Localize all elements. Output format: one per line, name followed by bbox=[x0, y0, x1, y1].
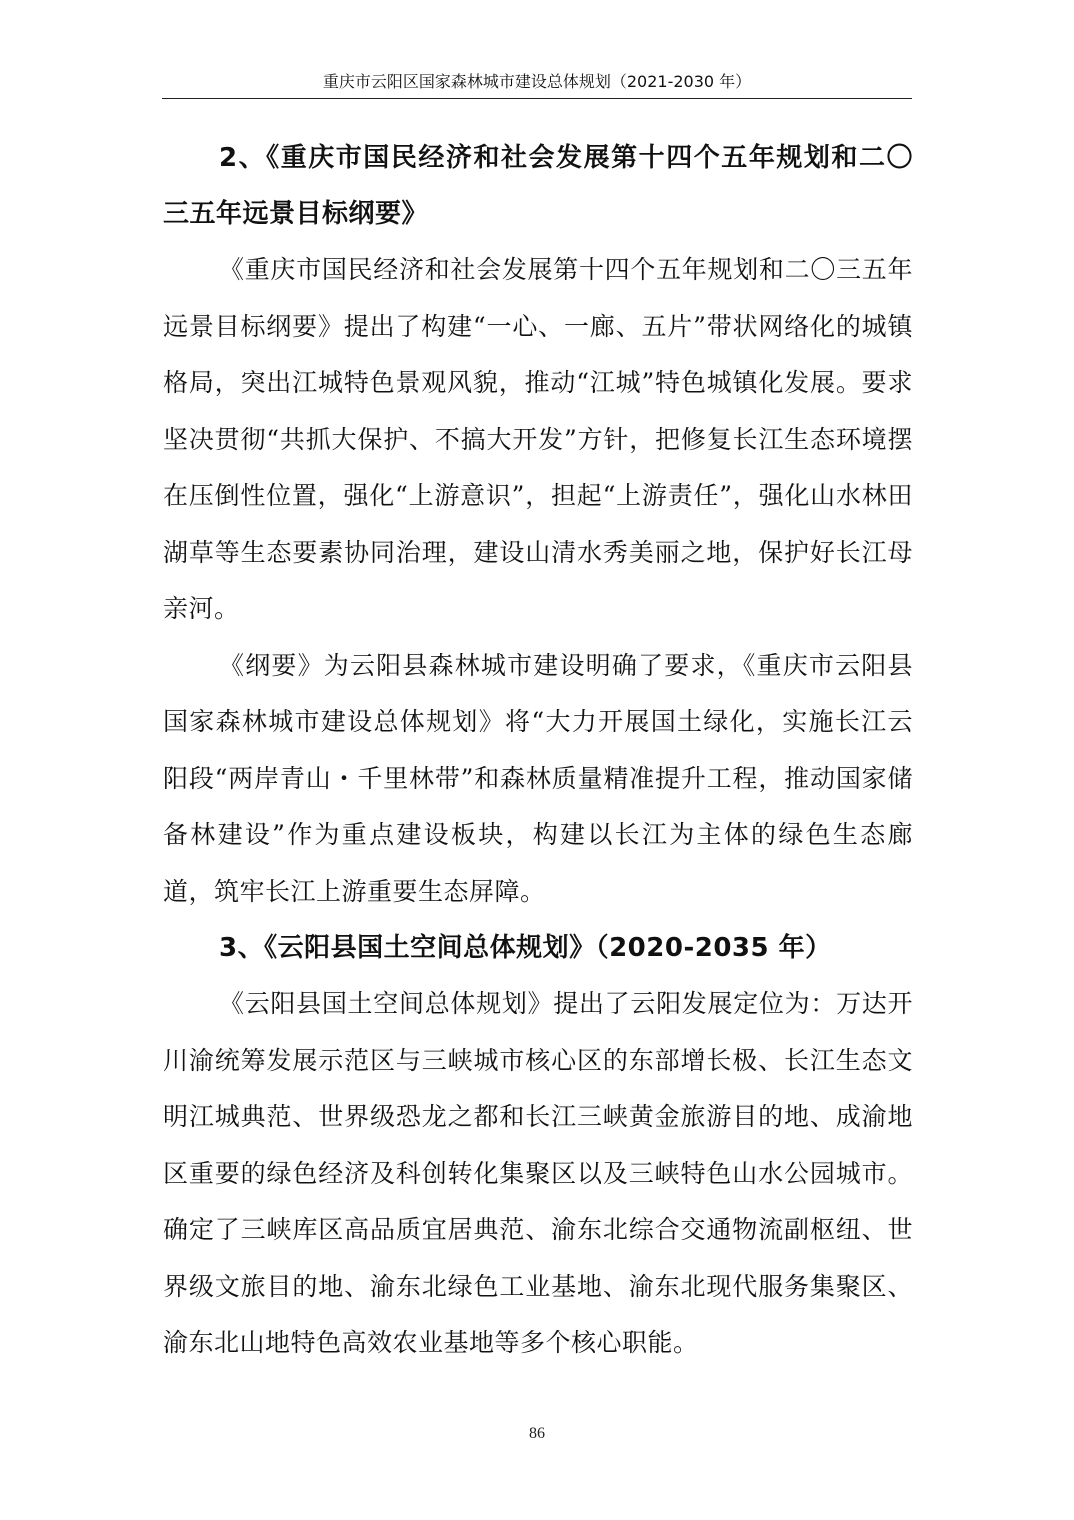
paragraph: 《纲要》为云阳县森林城市建设明确了要求，《重庆市云阳县国家森林城市建设总体规划》将“大力开展国土绿化，实施长江云阳段“两岸青山・千里林带”和森林质量精准提升工程，推动国家储备林建设”作为重点建设板块，构建以长江为主体的绿色生态廊道，筑牢长江上游重要生态屏障。 bbox=[163, 650, 913, 906]
page-number: 86 bbox=[529, 1425, 545, 1442]
running-header: 重庆市云阳区国家森林城市建设总体规划（2021-2030 年） bbox=[322, 72, 752, 91]
page-body bbox=[163, 130, 913, 1372]
paragraph: 《重庆市国民经济和社会发展第十四个五年规划和二〇三五年远景目标纲要》提出了构建“一心、一廊、五片”带状网络化的城镇格局，突出江城特色景观风貌，推动“江城”特色城镇化发展。要求坚决贯彻“共抓大保护、不搞大开发”方针，把修复长江生态环境摆在压倒性位置，强化“上游意识”，担起“上游责任”，强化山水林田湖草等生态要素协同治理，建设山清水秀美丽之地，保护好长江母亲河。 bbox=[163, 255, 913, 623]
section-heading-14th-five-year-plan: 2、《重庆市国民经济和社会发展第十四个五年规划和二〇三五年远景目标纲要》 bbox=[163, 143, 913, 229]
paragraph: 《云阳县国土空间总体规划》提出了云阳发展定位为：万达开川渝统筹发展示范区与三峡城市核心区的东部增长极、长江生态文明江城典范、世界级恐龙之都和长江三峡黄金旅游目的地、成渝地区重要的绿色经济及科创转化集聚区以及三峡特色山水公园城市。确定了三峡库区高品质宜居典范、渝东北综合交通物流副枢纽、世界级文旅目的地、渝东北绿色工业基地、渝东北现代服务集聚区、渝东北山地特色高效农业基地等多个核心职能。 bbox=[163, 989, 913, 1357]
section-heading-territorial-spatial-plan: 3、《云阳县国土空间总体规划》（2020-2035 年） bbox=[219, 933, 832, 963]
header-divider bbox=[162, 98, 912, 99]
